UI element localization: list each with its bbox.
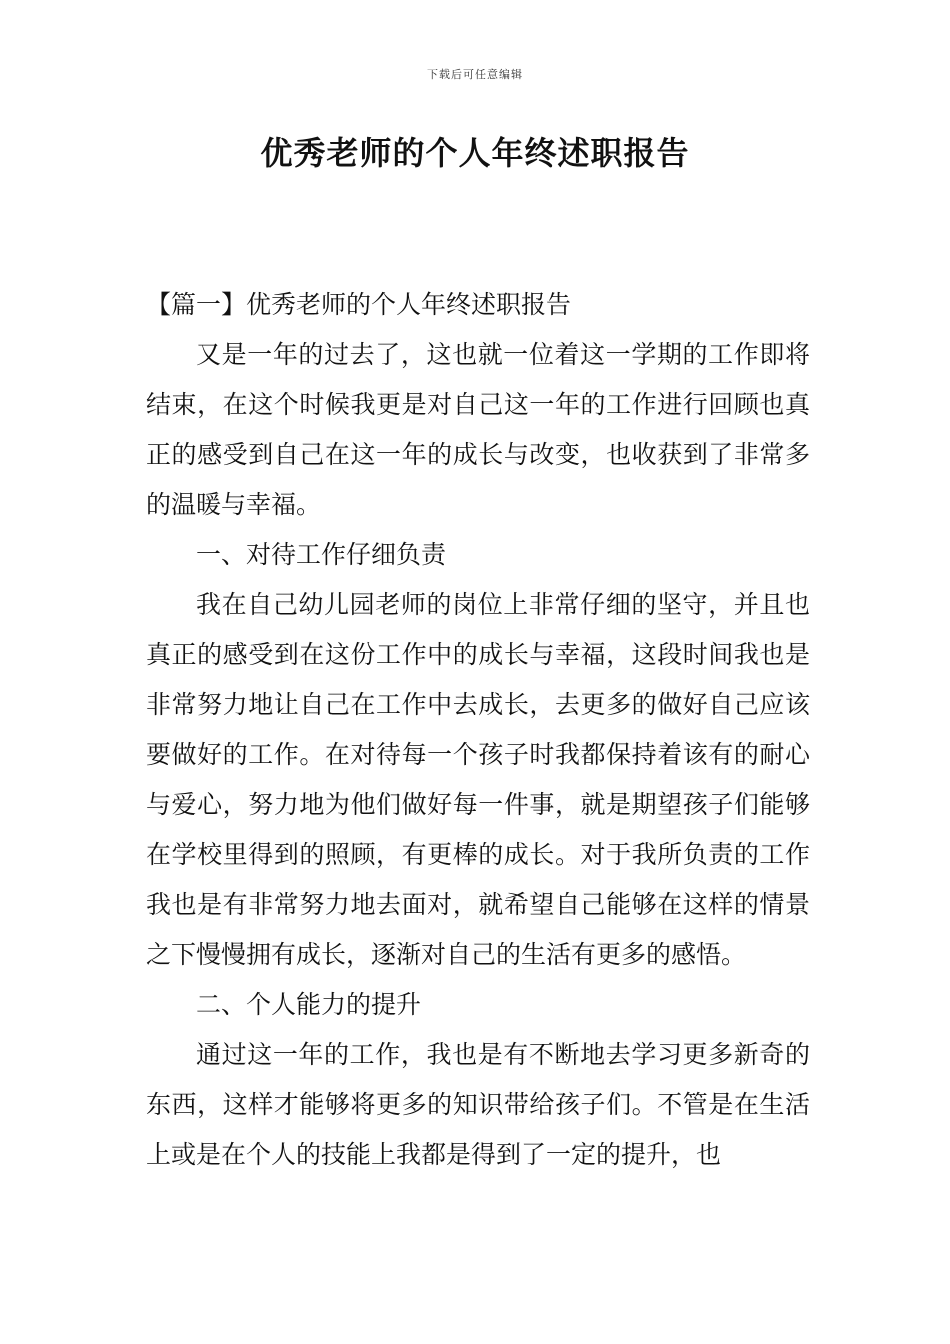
subheading-ability-improvement: 二、个人能力的提升 bbox=[196, 990, 422, 1019]
paragraph-ability-improvement: 通过这一年的工作，我也是有不断地去学习更多新奇的东西，这样才能够将更多的知识带给孩子们。不管是在生活上或是在个人的技能上我都是得到了一定的提升，也 bbox=[146, 1040, 810, 1169]
paragraph-intro: 又是一年的过去了，这也就一位着这一学期的工作即将结束，在这个时候我更是对自己这一年的工作进行回顾也真正的感受到自己在这一年的成长与改变，也收获到了非常多的温暖与幸福。 bbox=[146, 340, 810, 519]
header-note: 下载后可任意编辑 bbox=[427, 68, 523, 81]
document-body bbox=[146, 280, 810, 1180]
section-heading: 【篇一】优秀老师的个人年终述职报告 bbox=[146, 290, 572, 319]
paragraph-work-attitude: 我在自己幼儿园老师的岗位上非常仔细的坚守，并且也真正的感受到在这份工作中的成长与幸福，这段时间我也是非常努力地让自己在工作中去成长，去更多的做好自己应该要做好的工作。在对待每一个孩子时我都保持着该有的耐心与爱心，努力地为他们做好每一件事，就是期望孩子们能够在学校里得到的照顾，有更棒的成长。对于我所负责的工作我也是有非常努力地去面对，就希望自己能够在这样的情景之下慢慢拥有成长，逐渐对自己的生活有更多的感悟。 bbox=[146, 590, 810, 969]
document-title: 优秀老师的个人年终述职报告 bbox=[260, 134, 690, 172]
subheading-work-attitude: 一、对待工作仔细负责 bbox=[196, 540, 447, 569]
